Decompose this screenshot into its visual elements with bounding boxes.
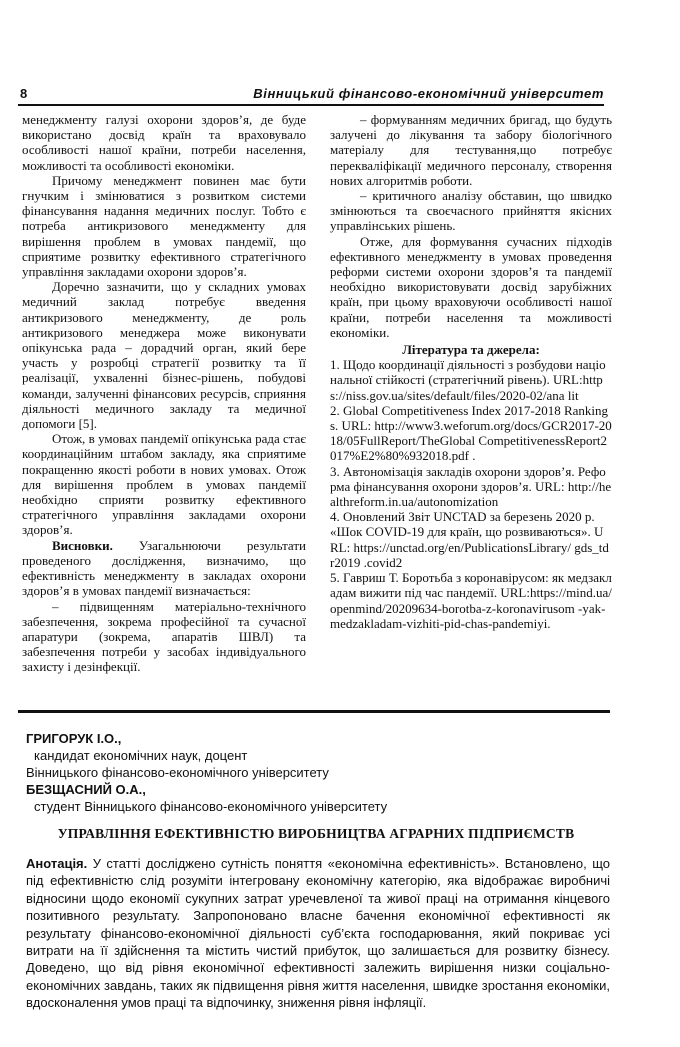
bullet-item: – підвищенням матеріально-технічного забезпечення, зокрема професійної та сучасної апаратури (зокрема, апаратів ШВЛ) та забезпечення потреби у засобах індивідуального захисту і дезінфекції. bbox=[22, 598, 306, 675]
author-degree: кандидат економічних наук, доцент bbox=[34, 748, 248, 763]
journal-title: Вінницький фінансово-економічний університет bbox=[253, 86, 604, 101]
abstract-label: Анотація. bbox=[26, 856, 88, 871]
paragraph: Отже, для формування сучасних підходів ефективного менеджменту в умовах проведення реформи системи охорони здоров’я та пандемії необхідно використовувати досвід зарубіжних країн, при цьому враховуючи особливості нашої країни, потреби населення та можливості економіки. bbox=[330, 233, 612, 340]
page-header bbox=[18, 86, 604, 106]
paragraph: Доречно зазначити, що у складних умовах медичний заклад потребує введення антикризового менеджменту, де роль антикризового менеджера може виконувати опікунська рада – дорадчий орган, який бере участь у розробці стратегії розвитку та її реалізації, ухваленні бізнес-рішень, побудові команди, залученні фінансових ресурсів, сприяння діяльності медичного закладу та медичної допомоги [5]. bbox=[22, 279, 306, 432]
bullet-item: – критичного аналізу обставин, що швидко змінюються та своєчасного прийняття якісних управлінських рішень. bbox=[330, 188, 612, 234]
author-name: ГРИГОРУК І.О., bbox=[26, 731, 122, 746]
author-description: студент Вінницького фінансово-економічного університету bbox=[34, 799, 388, 814]
reference-item: 3. Автономізація закладів охорони здоров’я. Реформа фінансування охорони здоров’я. URL: http://healthreform.in.ua/autonomization bbox=[330, 463, 612, 510]
author-name: БЕЗЩАСНИЙ О.А., bbox=[26, 782, 146, 797]
abstract-text: У статті досліджено сутність поняття «економічна ефективність». Встановлено, що під ефективністю слід розуміти інтегровану економічну категорію, яка відображає виробничі відносини щодо економії сукупних затрат уречевленої та живої праці на отримання кінцевого позитивного результату. Запропоновано власне бачення економічної ефективності як результату фінансово-економічної діяльності суб’єкта господарювання, який покриває усі витрати на її здійснення та містить чистий прибуток, що залишається для розвитку бізнесу. Доведено, що від рівня економічної ефективності залежить вирішення низки соціально-економічних завдань, таких як підвищення рівня життя населення, швидке зростання економіки, вдосконалення умов праці та відпочинку, зниження рівня інфляції. bbox=[26, 856, 610, 1011]
bullet-item: – формуванням медичних бригад, що будуть залучені до лікування та забору біологічного матеріалу для тестування,що потребує перекваліфікації медичного персоналу, створення нових алгоритмів роботи. bbox=[330, 112, 612, 188]
paragraph: Отож, в умовах пандемії опікунська рада стає координаційним штабом закладу, яка сприятиме покращенню якості роботи в нових умовах. Отож для вирішення проблем в умовах пандемії необхідно сприяти розвитку ефективного стратегічного управління закладами охорони здоров’я. bbox=[22, 431, 306, 538]
right-column bbox=[330, 112, 612, 631]
conclusions-text: Узагальнюючи результати проведеного дослідження, визначимо, що ефективність менеджменту в закладах охорони здоров’я в умовах пандемії визначається: bbox=[22, 537, 306, 599]
article-title: УПРАВЛІННЯ ЕФЕКТИВНІСТЮ ВИРОБНИЦТВА АГРАРНИХ ПІДПРИЄМСТВ bbox=[57, 826, 575, 841]
conclusions-label: Висновки. bbox=[52, 537, 113, 553]
reference-item: 5. Гавриш Т. Боротьба з коронавірусом: як медзакладам вижити під час пандемії. URL:https://mind.ua/openmind/20209634-borotba-z-koronavirusom -yak-medzakladam-vizhiti-pid-chas-pandemiyi. bbox=[330, 570, 612, 631]
references-heading: Література та джерела: bbox=[402, 342, 540, 358]
author-affiliation: Вінницького фінансово-економічного університету bbox=[26, 765, 329, 780]
page-number: 8 bbox=[20, 86, 28, 101]
conclusions-paragraph bbox=[22, 538, 306, 599]
author-block bbox=[26, 730, 606, 815]
paragraph: менеджменту галузі охорони здоров’я, де буде використано досвід країн та враховувало особливості нашої країни, потреби населення, можливості та особливості економіки. bbox=[22, 112, 306, 173]
paragraph: Причому менеджмент повинен має бути гнучким і змінюватися з розвитком системи фінансування надання медичних послуг. Тобто є потреба антикризового менеджменту для вирішення проблем в умовах пандемії, що сприятиме розвитку ефективного стратегічного управління закладами охорони здоров’я. bbox=[22, 172, 306, 280]
left-column bbox=[22, 112, 306, 675]
abstract bbox=[26, 855, 610, 1012]
reference-item: 1. Щодо координації діяльності з розбудови національної стійкості (стратегічний рівень). URL:https://niss.gov.ua/sites/default/files/2020-02/ana lit bbox=[330, 357, 606, 403]
section-divider bbox=[18, 710, 610, 713]
reference-item: 4. Оновлений Звіт UNCTAD за березень 2020 р. «Шок COVID-19 для країн, що розвиваються». URL: https://unctad.org/en/PublicationsLibrary/ gds_tdr2019 .covid2 bbox=[330, 509, 609, 570]
reference-item: 2. Global Competitiveness Index 2017-2018 Rankings. URL: http://www3.weforum.org/docs/GCR2017-2018/05FullReport/TheGlobal CompetitivenessReport2017%E2%80%932018.pdf . bbox=[330, 402, 612, 464]
